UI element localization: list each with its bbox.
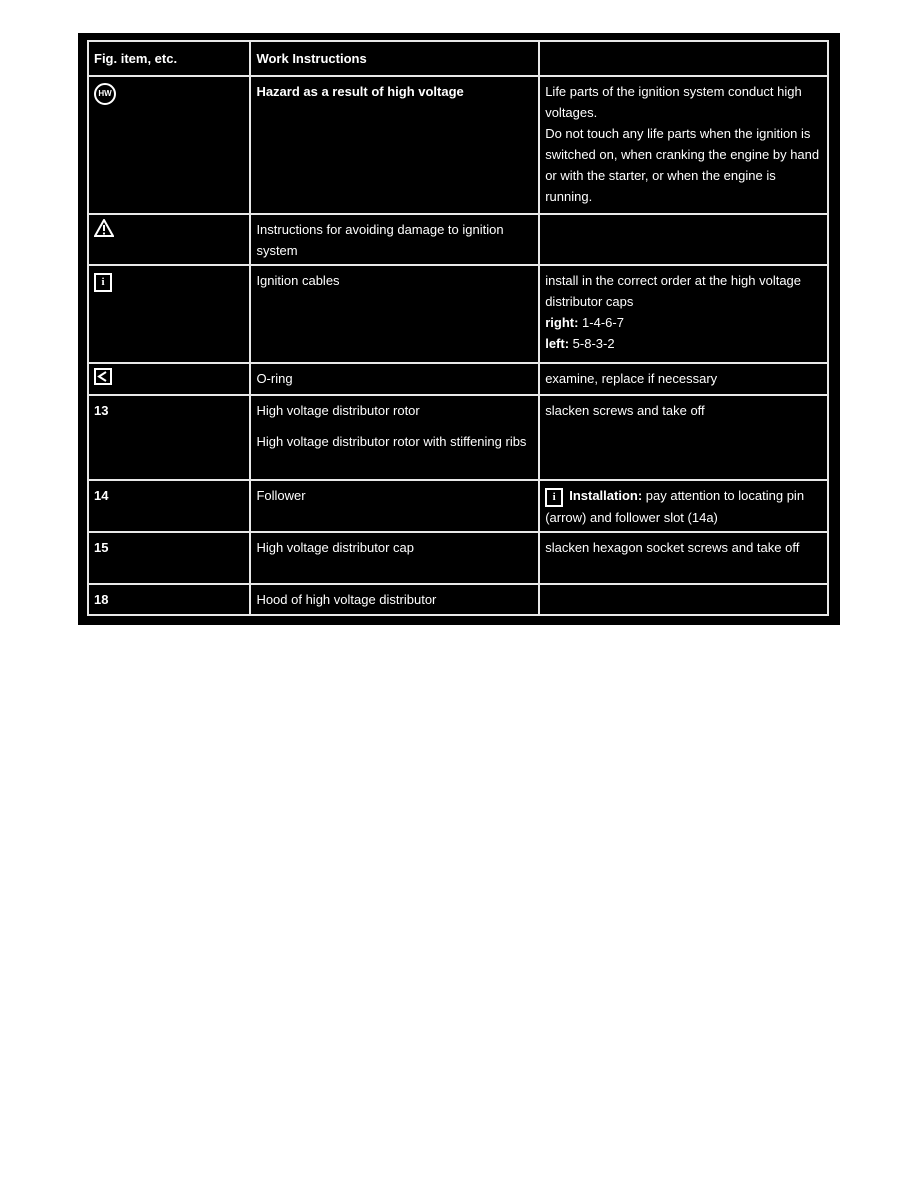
right-label: right: — [545, 315, 579, 330]
table-row — [88, 584, 828, 615]
right-value: 1-4-6-7 — [578, 315, 624, 330]
note-text: slacken screws and take off — [545, 403, 705, 419]
fig-cell — [88, 584, 250, 615]
note-text: Life parts of the ignition system conduct high voltages. — [545, 84, 802, 120]
fig-cell — [88, 395, 250, 480]
fig-number: 14 — [94, 488, 109, 504]
instruction-cell — [250, 395, 539, 480]
left-label: left: — [545, 336, 570, 351]
table-row — [88, 76, 828, 214]
header-work-instructions: Work Instructions — [250, 41, 539, 76]
note-cell — [539, 532, 828, 584]
info-icon: i — [545, 488, 563, 507]
instruction-cell — [250, 265, 539, 363]
fig-cell — [88, 265, 250, 363]
note-text: install in the correct order at the high voltage distributor caps — [545, 273, 802, 309]
note-cell — [539, 214, 828, 265]
fig-number: 18 — [94, 592, 109, 608]
info-icon: i — [94, 273, 112, 292]
table-row — [88, 265, 828, 363]
instruction-text: High voltage distributor rotor with stiffening ribs — [256, 434, 527, 450]
note-text: pay attention to locating pin (arrow) and follower slot (14a) — [545, 488, 805, 526]
right-order — [545, 312, 822, 333]
instruction-text: Hazard as a result of high voltage — [256, 84, 464, 99]
table-row — [88, 214, 828, 265]
table-header-row — [88, 41, 828, 76]
instruction-cell — [250, 480, 539, 532]
note-text: slacken hexagon socket screws and take off — [545, 540, 800, 556]
fig-number: 13 — [94, 403, 109, 419]
note-cell — [539, 584, 828, 615]
work-instructions-table — [87, 40, 829, 616]
note-text: Do not touch any life parts when the ignition is switched on, when cranking the engine by hand or with the starter, or when the engine is running. — [545, 126, 820, 204]
note-cell — [539, 265, 828, 363]
table-row — [88, 480, 828, 532]
high-voltage-hazard-icon: HW — [94, 83, 116, 105]
fig-cell — [88, 363, 250, 395]
left-order — [545, 333, 822, 354]
fig-cell — [88, 480, 250, 532]
instruction-cell — [250, 363, 539, 395]
instruction-text: Follower — [256, 488, 306, 504]
left-value: 5-8-3-2 — [569, 336, 615, 351]
fig-cell — [88, 532, 250, 584]
instruction-cell — [250, 214, 539, 265]
fig-cell — [88, 214, 250, 265]
instruction-text: Instructions for avoiding damage to ignition system — [256, 222, 504, 258]
fig-number: 15 — [94, 540, 109, 556]
instruction-text: High voltage distributor rotor — [256, 403, 420, 419]
note-cell — [539, 76, 828, 214]
header-notes — [539, 41, 828, 76]
instruction-text: Ignition cables — [256, 273, 340, 288]
table-row — [88, 532, 828, 584]
instruction-text: O-ring — [256, 371, 293, 386]
note-cell — [539, 395, 828, 480]
table-row — [88, 395, 828, 480]
warning-triangle-icon — [94, 219, 114, 243]
note-cell — [539, 480, 828, 532]
fig-cell — [88, 76, 250, 214]
installation-label: Installation: — [569, 488, 643, 504]
note-text: examine, replace if necessary — [545, 371, 718, 386]
instruction-text: High voltage distributor cap — [256, 540, 414, 556]
note-cell — [539, 363, 828, 395]
instruction-cell — [250, 584, 539, 615]
instruction-cell — [250, 532, 539, 584]
instruction-text: Hood of high voltage distributor — [256, 592, 437, 608]
header-fig-item: Fig. item, etc. — [88, 41, 250, 76]
table-row — [88, 363, 828, 395]
instruction-cell — [250, 76, 539, 214]
instruction-table-panel — [78, 33, 840, 625]
replace-part-icon — [94, 368, 112, 391]
